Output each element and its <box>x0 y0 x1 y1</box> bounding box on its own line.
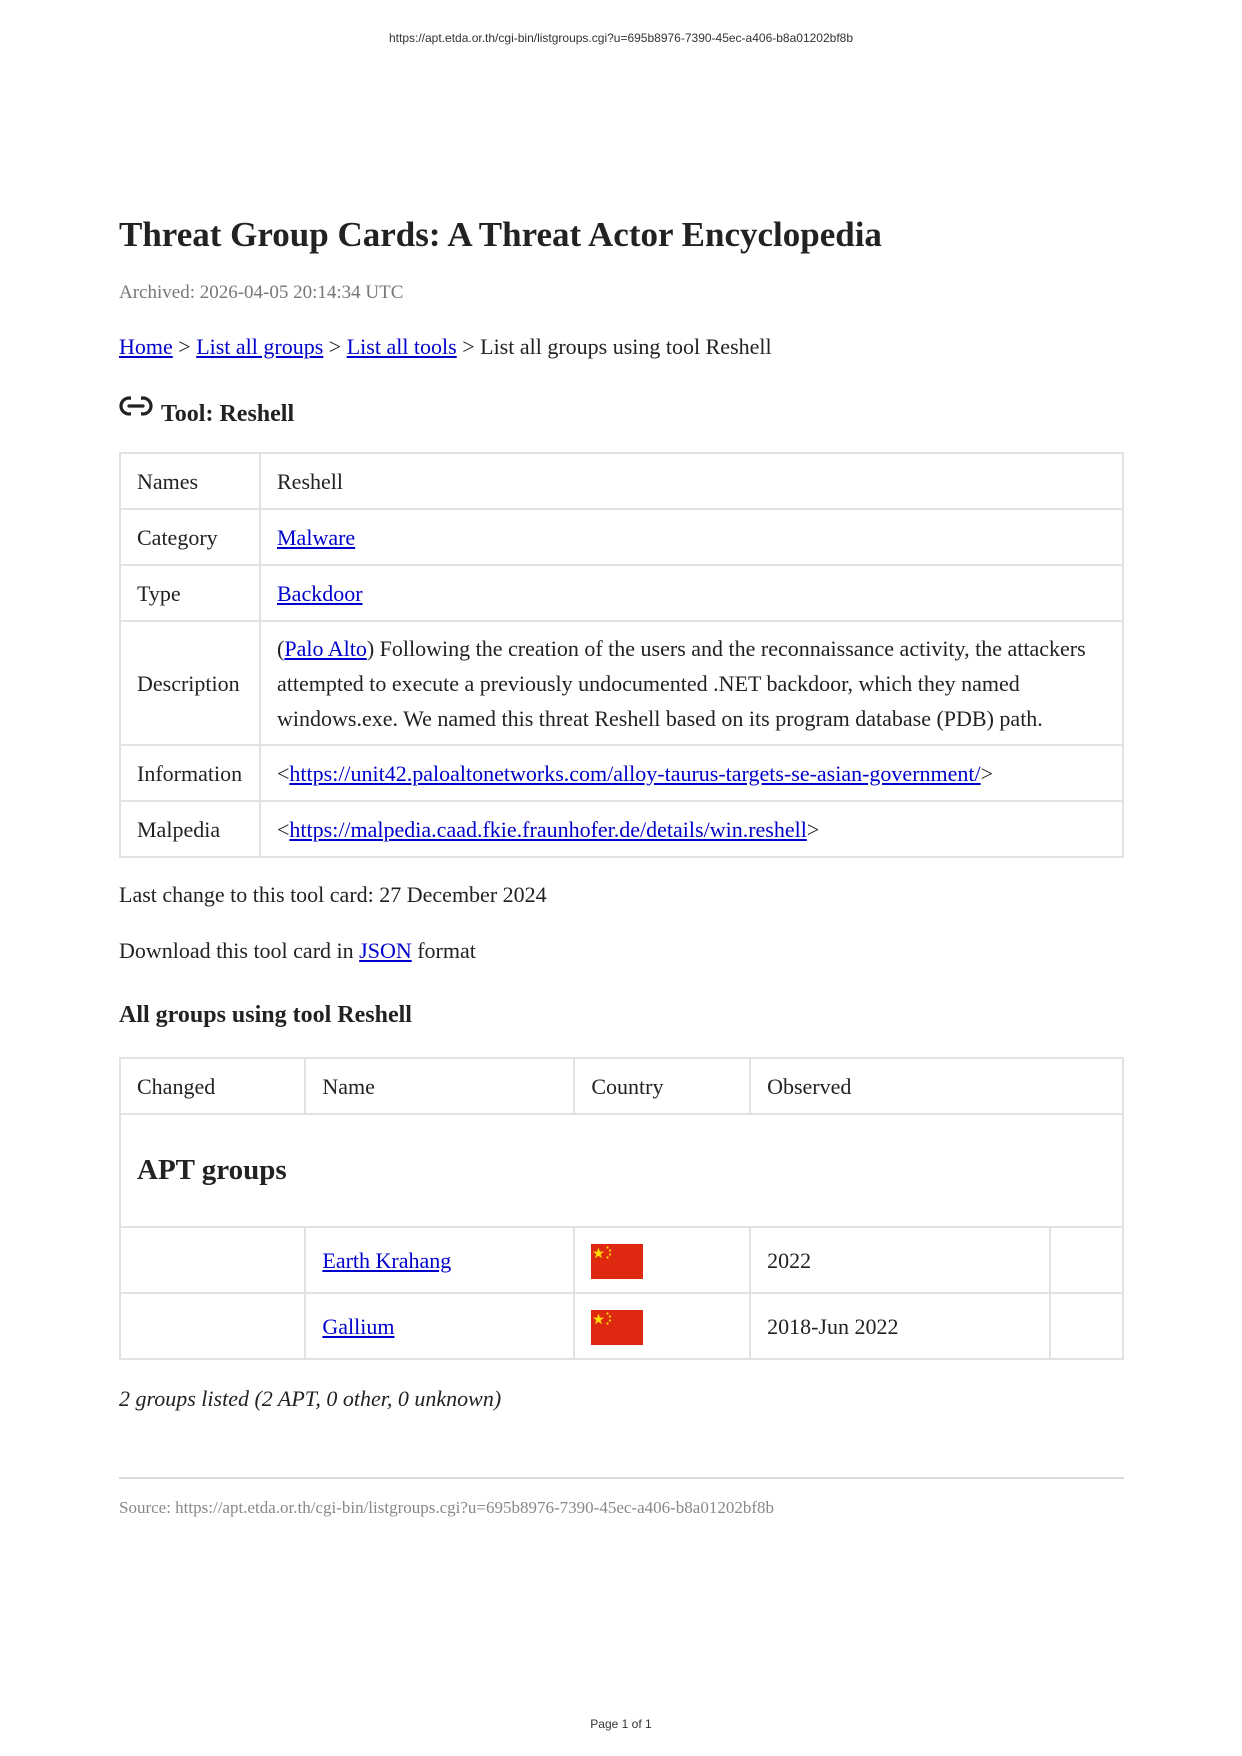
breadcrumb-separator: > <box>323 334 347 359</box>
table-row <box>120 453 1123 509</box>
angle-open: < <box>277 816 290 842</box>
observed-cell: 2022 <box>750 1227 1050 1293</box>
column-header-country: Country <box>574 1058 750 1114</box>
json-download-link[interactable]: JSON <box>359 938 412 963</box>
table-row <box>120 801 1123 857</box>
tool-heading-text: Tool: Reshell <box>161 400 295 427</box>
china-flag-icon <box>591 1244 643 1279</box>
tool-info-table <box>119 452 1124 858</box>
malpedia-link[interactable]: https://malpedia.caad.fkie.fraunhofer.de/details/win.reshell <box>289 816 807 842</box>
angle-close: > <box>980 760 994 786</box>
malpedia-cell <box>260 801 1123 857</box>
table-row <box>120 1227 1123 1293</box>
angle-open: < <box>277 760 290 786</box>
last-change: Last change to this tool card: 27 December 2024 <box>119 882 547 907</box>
table-row <box>120 745 1123 801</box>
group-link-earth-krahang[interactable]: Earth Krahang <box>322 1247 452 1273</box>
names-value: Reshell <box>260 453 1123 509</box>
source-line: Source: https://apt.etda.or.th/cgi-bin/listgroups.cgi?u=695b8976-7390-45ec-a406-b8a01202bf8b <box>119 1498 774 1517</box>
table-row <box>120 1293 1123 1359</box>
changed-cell <box>120 1227 305 1293</box>
download-line <box>119 936 1124 966</box>
information-cell <box>260 745 1123 801</box>
column-header-name: Name <box>305 1058 574 1114</box>
category-label: Category <box>120 509 260 565</box>
type-cell <box>260 565 1123 621</box>
print-header-url: https://apt.etda.or.th/cgi-bin/listgroups.cgi?u=695b8976-7390-45ec-a406-b8a01202bf8b <box>388 31 853 45</box>
empty-cell <box>1050 1293 1123 1359</box>
category-cell <box>260 509 1123 565</box>
column-header-observed: Observed <box>750 1058 1123 1114</box>
groups-heading: All groups using tool Reshell <box>119 1002 412 1028</box>
malpedia-label: Malpedia <box>120 801 260 857</box>
download-suffix: format <box>411 938 476 963</box>
page-number: Page 1 of 1 <box>590 1717 652 1731</box>
page-title: Threat Group Cards: A Threat Actor Encyclopedia <box>119 215 882 254</box>
group-link-gallium[interactable]: Gallium <box>322 1313 395 1339</box>
page-content <box>119 210 1124 1519</box>
breadcrumb-separator: > <box>172 334 197 359</box>
breadcrumb-home-link[interactable]: Home <box>119 334 173 359</box>
groups-summary: 2 groups listed (2 APT, 0 other, 0 unknown) <box>119 1386 502 1411</box>
table-header-row <box>120 1058 1123 1114</box>
type-link[interactable]: Backdoor <box>277 580 363 606</box>
country-cell <box>574 1293 750 1359</box>
name-cell <box>305 1227 574 1293</box>
section-title-apt-groups: APT groups <box>120 1114 1123 1227</box>
description-paren: ( <box>277 635 285 661</box>
tool-heading <box>119 394 1124 434</box>
breadcrumb <box>119 332 1124 362</box>
divider <box>119 1477 1124 1479</box>
names-label: Names <box>120 453 260 509</box>
description-text: ) Following the creation of the users and the reconnaissance activity, the attackers attempted to execute a previously undocumented .NET backdoor, which they named windows.exe. We named this threat Reshell based on its program database (PDB) path. <box>277 635 1086 731</box>
empty-cell <box>1050 1227 1123 1293</box>
groups-table <box>119 1057 1124 1360</box>
breadcrumb-all-groups-link[interactable]: List all groups <box>196 334 324 359</box>
type-label: Type <box>120 565 260 621</box>
country-cell <box>574 1227 750 1293</box>
angle-close: > <box>806 816 820 842</box>
name-cell <box>305 1293 574 1359</box>
observed-cell: 2018-Jun 2022 <box>750 1293 1050 1359</box>
china-flag-icon <box>591 1310 643 1345</box>
table-row <box>120 621 1123 745</box>
breadcrumb-all-tools-link[interactable]: List all tools <box>346 334 457 359</box>
breadcrumb-current: > List all groups using tool Reshell <box>456 334 772 359</box>
table-row <box>120 509 1123 565</box>
information-label: Information <box>120 745 260 801</box>
changed-cell <box>120 1293 305 1359</box>
description-cell <box>260 621 1123 745</box>
table-row <box>120 565 1123 621</box>
link-icon <box>119 395 153 417</box>
archived-timestamp: Archived: 2026-04-05 20:14:34 UTC <box>119 282 404 303</box>
column-header-changed: Changed <box>120 1058 305 1114</box>
section-row <box>120 1114 1123 1227</box>
information-link[interactable]: https://unit42.paloaltonetworks.com/alloy-taurus-targets-se-asian-government/ <box>289 760 981 786</box>
description-label: Description <box>120 621 260 745</box>
category-link[interactable]: Malware <box>277 524 356 550</box>
download-prefix: Download this tool card in <box>119 938 360 963</box>
description-source-link[interactable]: Palo Alto <box>284 635 367 661</box>
